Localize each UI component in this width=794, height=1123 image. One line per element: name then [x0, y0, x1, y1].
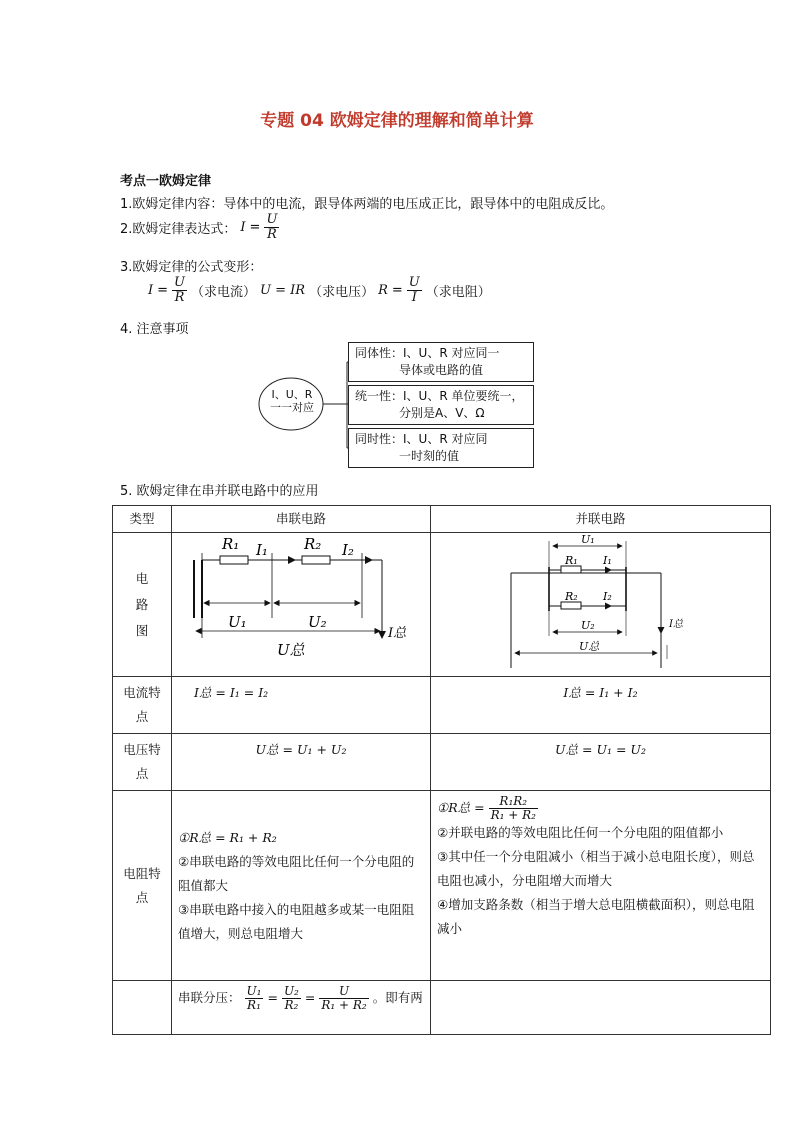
label-i-total: I总 [669, 619, 683, 630]
box-line-1: 同体性：I、U、R 对应同一 [355, 346, 500, 360]
mindmap-box-unified [348, 385, 534, 425]
table-header-row [113, 506, 771, 533]
frac-num: U [408, 275, 420, 290]
cat-divide-empty [113, 981, 172, 1035]
label-u2: U₂ [581, 619, 595, 632]
item-1-definition: 1.欧姆定律内容：导体中的电流，跟导体两端的电压成正比，跟导体中的电阻成反比。 [120, 197, 614, 212]
f-i: I [148, 282, 154, 298]
box-line-2: 导体或电路的值 [399, 363, 484, 377]
frac-num: U [174, 275, 186, 290]
section-heading: 考点一欧姆定律 [120, 174, 212, 189]
series-circuit-diagram [172, 533, 430, 668]
resistor-r2 [302, 556, 330, 564]
label-i1: I₁ [256, 541, 268, 559]
formula-u-over-r [264, 213, 279, 241]
cat-current: 电流特点 [113, 677, 172, 734]
label-u-total: U总 [579, 640, 600, 653]
box-line-1: 统一性：I、U、R 单位要统一， [355, 389, 524, 403]
parallel-res-fraction [489, 795, 538, 821]
frac-den: R [174, 289, 185, 305]
f-eq-1: = [157, 282, 169, 298]
eq: = [304, 990, 316, 1006]
series-divide-tail: 。即有两 [372, 990, 423, 1006]
mindmap-center-line-2: 一一对应 [270, 401, 314, 414]
label-i2: I₂ [603, 590, 612, 603]
series-divide-formula [178, 985, 424, 1011]
frac-den: R₁ + R₂ [490, 807, 536, 822]
frac-den: R₂ [284, 997, 299, 1012]
box-line-2: 一时刻的值 [399, 449, 460, 463]
mindmap-box-simultaneous [348, 428, 534, 468]
cat-diagram: 电 路 图 [113, 533, 172, 677]
series-res-note-3: ③串联电路中接入的电阻越多或某一电阻阻值增大，则总电阻增大 [178, 901, 415, 941]
parallel-current: I总 = I₁ + I₂ [431, 677, 771, 734]
label-r1: R₁ [222, 535, 240, 553]
parallel-resistance [431, 791, 771, 981]
table-row-voltage [113, 734, 771, 791]
f-eq-2: = [391, 282, 403, 298]
frac-u1-r1 [245, 985, 264, 1011]
formula-i: I [240, 219, 246, 235]
f-u-over-r [172, 276, 187, 304]
item-2-label: 2.欧姆定律表达式： [120, 221, 237, 237]
table-row-diagram [113, 533, 771, 677]
series-divide-label: 串联分压： [178, 990, 241, 1006]
header-type: 类型 [113, 506, 172, 533]
frac-u2-r2 [282, 985, 301, 1011]
parallel-res-note-4: ④增加支路条数（相当于增大总电阻横截面积），则总电阻减小 [437, 897, 755, 937]
mindmap-center-line-1: I、U、R [271, 388, 313, 401]
frac-num: U [266, 212, 278, 227]
header-parallel: 并联电路 [431, 506, 771, 533]
table-row-current [113, 677, 771, 734]
label-r1: R₁ [565, 554, 578, 567]
mindmap-center [262, 388, 322, 414]
item-5-label: 5. 欧姆定律在串并联电路中的应用 [120, 484, 319, 499]
formula-eq: = [249, 219, 261, 235]
resistor-r2 [561, 602, 581, 609]
frac-den: R₁ [247, 997, 261, 1012]
eq: = [267, 990, 278, 1006]
label-u-total: U总 [277, 641, 305, 659]
table-row-resistance [113, 791, 771, 981]
resistor-r1 [561, 566, 581, 573]
frac-den: I [411, 289, 417, 305]
series-resistance [172, 791, 431, 981]
label-r2: R₂ [304, 535, 322, 553]
f-label-current: （求电流） [191, 284, 257, 300]
f-u-over-i [407, 276, 422, 304]
f-label-voltage: （求电压） [309, 284, 375, 300]
series-res-formula: ①R总 = R₁ + R₂ [178, 829, 277, 845]
series-current: I总 = I₁ = I₂ [172, 677, 431, 734]
item-2-expression [120, 213, 279, 241]
parallel-voltage: U总 = U₁ = U₂ [431, 734, 771, 791]
cat-resistance: 电阻特点 [113, 791, 172, 981]
mindmap-box-same-body [348, 342, 534, 382]
parallel-res-note-3: ③其中任一个分电阻减小（相当于减小总电阻长度），则总电阻也减小，分电阻增大而增大 [437, 849, 755, 889]
page-title: 专题 04 欧姆定律的理解和简单计算 [260, 111, 534, 131]
cell-series-diagram [172, 533, 431, 677]
cell-parallel-diagram [431, 533, 771, 677]
frac-num: R₁R₂ [489, 795, 538, 809]
frac-u-rsum [319, 985, 368, 1011]
frac-den: R₁ + R₂ [321, 997, 367, 1012]
header-series: 串联电路 [172, 506, 431, 533]
series-res-note-2: ②串联电路的等效电阻比任何一个分电阻的阻值都大 [178, 853, 415, 893]
item-4-label: 4. 注意事项 [120, 322, 189, 337]
f-u-ir: U = IR [260, 282, 306, 298]
label-u1: U₁ [228, 613, 247, 631]
box-line-1: 同时性：I、U、R 对应同 [355, 432, 488, 446]
parallel-res-formula [437, 795, 764, 821]
label-i1: I₁ [603, 554, 612, 567]
parallel-res-note-2: ②并联电路的等效电阻比任何一个分电阻的阻值都小 [437, 825, 724, 841]
item-3-label: 3.欧姆定律的公式变形： [120, 260, 263, 275]
label-r2: R₂ [565, 590, 578, 603]
parallel-res-prefix: ①R总 = [437, 800, 485, 816]
f-r: R [378, 282, 388, 298]
resistor-r1 [220, 556, 248, 564]
box-line-2: 分别是A、V、Ω [399, 406, 485, 420]
label-i2: I₂ [342, 541, 354, 559]
frac-num: U [319, 985, 368, 999]
cat-voltage: 电压特点 [113, 734, 172, 791]
circuit-comparison-table [112, 505, 771, 1035]
parallel-circuit-diagram [431, 533, 769, 668]
frac-den: R [267, 226, 277, 242]
item-3-formulas [148, 276, 491, 304]
table-row-divide [113, 981, 771, 1035]
series-voltage: U总 = U₁ + U₂ [172, 734, 431, 791]
frac-num: U₂ [283, 984, 299, 998]
label-u1: U₁ [581, 533, 595, 546]
f-label-resistance: （求电阻） [425, 284, 491, 300]
label-u2: U₂ [308, 613, 327, 631]
parallel-divide-empty [431, 981, 771, 1035]
label-i-total: I总 [388, 626, 407, 641]
frac-num: U₁ [246, 984, 262, 998]
series-divide [172, 981, 431, 1035]
